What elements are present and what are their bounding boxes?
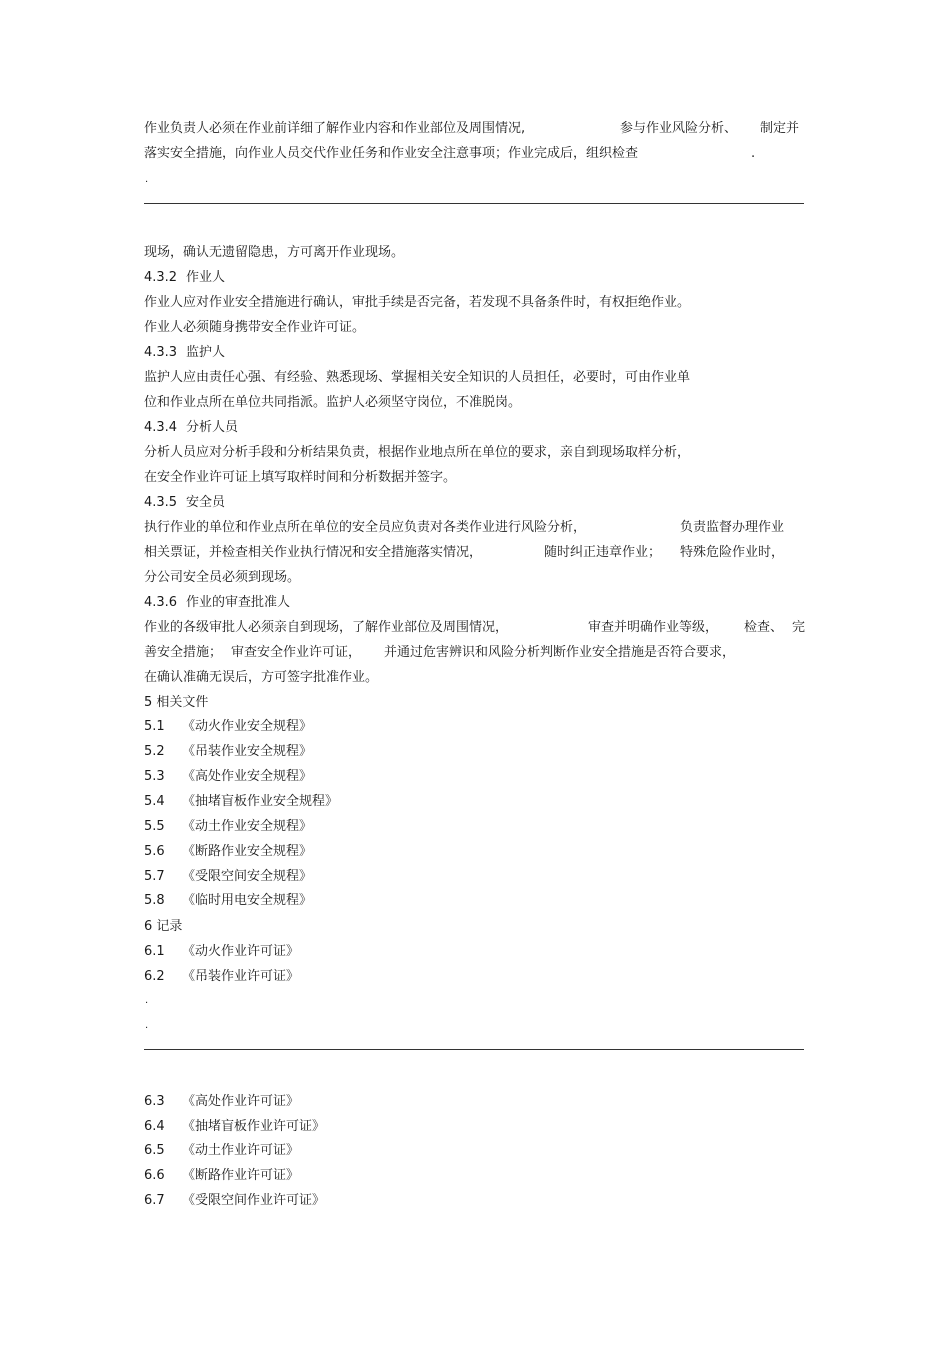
paragraph-line: 在安全作业许可证上填写取样时间和分析数据并签字。 [144, 470, 457, 485]
item-number: 6.6 [144, 1168, 165, 1183]
item-number: 5.6 [144, 844, 165, 859]
item-number: 5.7 [144, 869, 165, 884]
item-title: 《受限空间作业许可证》 [182, 1193, 326, 1208]
paragraph-line: 分公司安全员必须到现场。 [144, 570, 301, 585]
list-item [144, 1168, 299, 1184]
item-number: 6.1 [144, 944, 165, 959]
paragraph-line: 分析人员应对分析手段和分析结果负责，根据作业地点所在单位的要求，亲自到现场取样分析， [144, 445, 691, 460]
paragraph-line: 现场，确认无遗留隐患，方可离开作业现场。 [144, 245, 405, 260]
paragraph-line: 作业人应对作业安全措施进行确认，审批手续是否完备，若发现不具备条件时，有权拒绝作业。 [144, 295, 691, 310]
paragraph-line: 落实安全措施，向作业人员交代作业任务和作业安全注意事项；作业完成后，组织检查 [144, 146, 639, 161]
item-title: 《动土作业安全规程》 [182, 819, 313, 834]
list-item [144, 744, 312, 760]
item-title: 《抽堵盲板作业许可证》 [182, 1119, 326, 1134]
page-marker-dot: . [145, 174, 149, 185]
item-title: 《高处作业许可证》 [182, 1094, 300, 1109]
section-title: 作业的审查批准人 [186, 595, 291, 610]
item-number: 6.7 [144, 1193, 165, 1208]
paragraph-line: 相关票证，并检查相关作业执行情况和安全措施落实情况， [144, 545, 483, 560]
item-number: 5.2 [144, 744, 165, 759]
list-item [144, 869, 312, 885]
paragraph-line: 审查安全作业许可证， [231, 645, 362, 660]
section-title: 安全员 [186, 495, 226, 510]
list-item [144, 719, 312, 735]
page-divider [144, 1049, 804, 1050]
section-heading [144, 595, 290, 611]
list-item [144, 1094, 299, 1110]
item-title: 《动土作业许可证》 [182, 1143, 300, 1158]
paragraph-line: 作业人必须随身携带安全作业许可证。 [144, 320, 366, 335]
paragraph-dot: . [751, 146, 756, 161]
paragraph-line: 并通过危害辨识和风险分析判断作业安全措施是否符合要求， [384, 645, 736, 660]
section-heading [144, 420, 238, 436]
list-item [144, 944, 299, 960]
item-title: 《断路作业安全规程》 [182, 844, 313, 859]
list-item [144, 969, 299, 985]
item-title: 《动火作业安全规程》 [182, 719, 313, 734]
section-heading: 5 相关文件 [144, 695, 209, 710]
paragraph-line: 检查、 [744, 620, 784, 635]
paragraph-line: 作业的各级审批人必须亲自到现场，了解作业部位及周围情况， [144, 620, 509, 635]
section-number: 4.3.6 [144, 595, 178, 610]
item-title: 《动火作业许可证》 [182, 944, 300, 959]
list-item [144, 844, 312, 860]
item-number: 6.4 [144, 1119, 165, 1134]
item-title: 《临时用电安全规程》 [182, 893, 313, 908]
item-number: 5.5 [144, 819, 165, 834]
item-number: 6.3 [144, 1094, 165, 1109]
item-number: 5.8 [144, 893, 165, 908]
list-item [144, 1119, 325, 1135]
item-number: 6.5 [144, 1143, 165, 1158]
item-title: 《抽堵盲板作业安全规程》 [182, 794, 339, 809]
paragraph-line: 特殊危险作业时， [680, 545, 785, 560]
item-number: 5.1 [144, 719, 165, 734]
list-item [144, 1193, 325, 1209]
paragraph-line: 监护人应由责任心强、有经验、熟悉现场、掌握相关安全知识的人员担任，必要时，可由作业单 [144, 370, 691, 385]
list-item [144, 893, 312, 909]
paragraph-line: 制定并 [760, 121, 800, 136]
section-number: 4.3.3 [144, 345, 178, 360]
section-title: 作业人 [186, 270, 226, 285]
paragraph-line: 位和作业点所在单位共同指派。监护人必须坚守岗位，不准脱岗。 [144, 395, 522, 410]
item-title: 《高处作业安全规程》 [182, 769, 313, 784]
paragraph-line: 随时纠正违章作业； [544, 545, 662, 560]
paragraph-line: 审查并明确作业等级， [588, 620, 719, 635]
page-marker-dot: . [145, 1020, 149, 1031]
paragraph-line: 作业负责人必须在作业前详细了解作业内容和作业部位及周围情况, [144, 121, 526, 136]
section-heading [144, 270, 225, 286]
item-title: 《断路作业许可证》 [182, 1168, 300, 1183]
section-number: 4.3.2 [144, 270, 178, 285]
item-number: 5.3 [144, 769, 165, 784]
section-number: 4.3.5 [144, 495, 178, 510]
paragraph-line: 善安全措施； [144, 645, 223, 660]
item-number: 5.4 [144, 794, 165, 809]
item-number: 6.2 [144, 969, 165, 984]
item-title: 《吊装作业安全规程》 [182, 744, 313, 759]
section-heading: 6 记录 [144, 919, 183, 934]
list-item [144, 794, 338, 810]
section-number: 4.3.4 [144, 420, 178, 435]
section-title: 监护人 [186, 345, 226, 360]
list-item [144, 819, 312, 835]
section-heading [144, 345, 225, 361]
paragraph-line: 参与作业风险分析、 [620, 121, 738, 136]
section-title: 分析人员 [186, 420, 239, 435]
page-divider [144, 203, 804, 204]
paragraph-line: 完 [792, 620, 806, 635]
paragraph-line: 执行作业的单位和作业点所在单位的安全员应负责对各类作业进行风险分析， [144, 520, 587, 535]
paragraph-line: 在确认准确无误后，方可签字批准作业。 [144, 670, 379, 685]
list-item [144, 1143, 299, 1159]
paragraph-line: 负责监督办理作业 [680, 520, 785, 535]
section-heading [144, 495, 225, 511]
item-title: 《吊装作业许可证》 [182, 969, 300, 984]
item-title: 《受限空间安全规程》 [182, 869, 313, 884]
list-item [144, 769, 312, 785]
page-marker-dot: . [145, 995, 149, 1006]
